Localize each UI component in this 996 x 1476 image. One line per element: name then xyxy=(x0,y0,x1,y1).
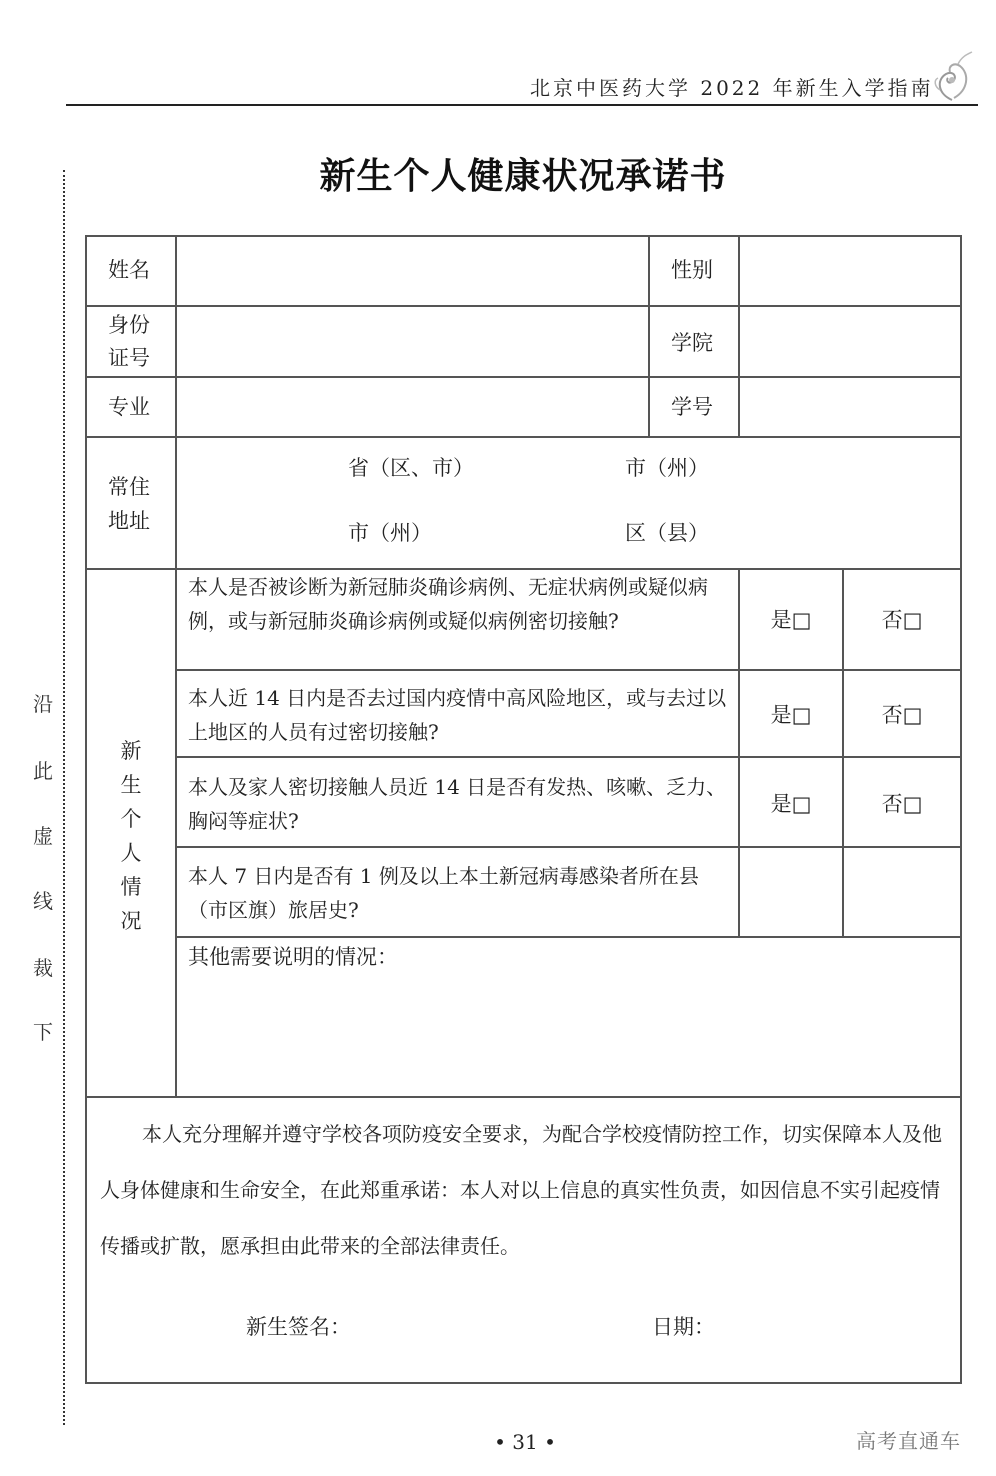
q2-no-checkbox[interactable]: 否□ xyxy=(881,703,923,727)
table-border-top xyxy=(85,235,962,237)
running-header: 北京中医药大学 2022 年新生入学指南 xyxy=(530,76,934,100)
health-section-label-char: 新 xyxy=(120,739,142,763)
college-field[interactable] xyxy=(741,308,959,375)
name-field[interactable] xyxy=(178,238,647,304)
student-number-field[interactable] xyxy=(741,379,959,435)
college-label: 学院 xyxy=(671,331,713,355)
cut-dotted-line xyxy=(63,170,65,1425)
health-section-label-char: 情 xyxy=(120,875,142,899)
row-divider xyxy=(85,1096,962,1098)
header-rule xyxy=(66,104,978,106)
row-divider xyxy=(85,436,962,438)
address-label-line1: 常住 xyxy=(108,475,150,499)
student-number-label: 学号 xyxy=(671,395,713,419)
col-divider xyxy=(738,235,740,437)
date-label: 日期： xyxy=(652,1315,715,1339)
address-city-suffix: 市（州） xyxy=(625,456,709,480)
health-section-label-char: 况 xyxy=(120,909,142,933)
date-field[interactable] xyxy=(712,1310,952,1344)
cut-instruction-char: 此 xyxy=(33,759,53,783)
table-border-bottom xyxy=(85,1382,962,1384)
health-question-4: 本人 7 日内是否有 1 例及以上本土新冠病毒感染者所在县（市区旗）旅居史? xyxy=(188,864,699,922)
page-title: 新生个人健康状况承诺书 xyxy=(319,156,727,197)
gender-label: 性别 xyxy=(671,258,713,282)
col-divider xyxy=(648,235,650,437)
health-section-label-char: 个 xyxy=(120,807,142,831)
health-section-label-char: 生 xyxy=(120,773,142,797)
q1-no-checkbox[interactable]: 否□ xyxy=(881,608,923,632)
other-situation-field[interactable] xyxy=(178,976,959,1094)
row-divider xyxy=(85,305,962,307)
address-label-line2: 地址 xyxy=(108,509,150,533)
id-label-line2: 证号 xyxy=(108,346,150,370)
watermark: 高考直通车 xyxy=(856,1429,961,1453)
major-field[interactable] xyxy=(178,379,647,435)
table-border-left xyxy=(85,235,87,1384)
health-section-label-char: 人 xyxy=(120,841,142,865)
id-number-field[interactable] xyxy=(178,308,647,375)
health-question-3: 本人及家人密切接触人员近 14 日是否有发热、咳嗽、乏力、胸闷等症状? xyxy=(188,775,727,833)
q1-yes-checkbox[interactable]: 是□ xyxy=(770,608,812,632)
q2-yes-checkbox[interactable]: 是□ xyxy=(770,703,812,727)
floral-ornament-icon xyxy=(928,50,976,104)
q4-no-cell[interactable] xyxy=(844,848,960,936)
gender-field[interactable] xyxy=(741,238,959,304)
name-label: 姓名 xyxy=(108,258,150,282)
table-border-right xyxy=(960,235,962,1384)
cut-instruction-char: 沿 xyxy=(33,692,53,716)
cut-instruction-char: 裁 xyxy=(33,956,53,980)
other-situation-label: 其他需要说明的情况： xyxy=(188,945,398,969)
health-question-2: 本人近 14 日内是否去过国内疫情中高风险地区，或与去过以上地区的人员有过密切接触? xyxy=(188,686,727,744)
row-divider xyxy=(85,376,962,378)
q3-no-checkbox[interactable]: 否□ xyxy=(881,792,923,816)
signature-field[interactable] xyxy=(352,1310,632,1344)
page-number: • 31 • xyxy=(494,1430,556,1454)
major-label: 专业 xyxy=(108,395,150,419)
col-divider xyxy=(175,235,177,1097)
cut-instruction-char: 下 xyxy=(33,1020,53,1044)
address-province-suffix: 省（区、市） xyxy=(348,456,474,480)
address-field[interactable] xyxy=(178,439,959,567)
id-label-line1: 身份 xyxy=(108,313,150,337)
address-district-suffix: 区（县） xyxy=(625,521,709,545)
pledge-text: 本人充分理解并遵守学校各项防疫安全要求，为配合学校疫情防控工作，切实保障本人及他人身体健康和生命安全，在此郑重承诺：本人对以上信息的真实性负责，如因信息不实引起疫情传播或扩散，愿承担由此带来的全部法律责任。 xyxy=(100,1122,942,1258)
health-question-1: 本人是否被诊断为新冠肺炎确诊病例、无症状病例或疑似病例，或与新冠肺炎确诊病例或疑似病例密切接触? xyxy=(188,575,708,633)
address-city-suffix-2: 市（州） xyxy=(348,521,432,545)
signature-label: 新生签名： xyxy=(246,1315,351,1339)
cut-instruction-char: 线 xyxy=(33,889,53,913)
q4-yes-cell[interactable] xyxy=(740,848,842,936)
cut-instruction-char: 虚 xyxy=(33,824,53,848)
q3-yes-checkbox[interactable]: 是□ xyxy=(770,792,812,816)
